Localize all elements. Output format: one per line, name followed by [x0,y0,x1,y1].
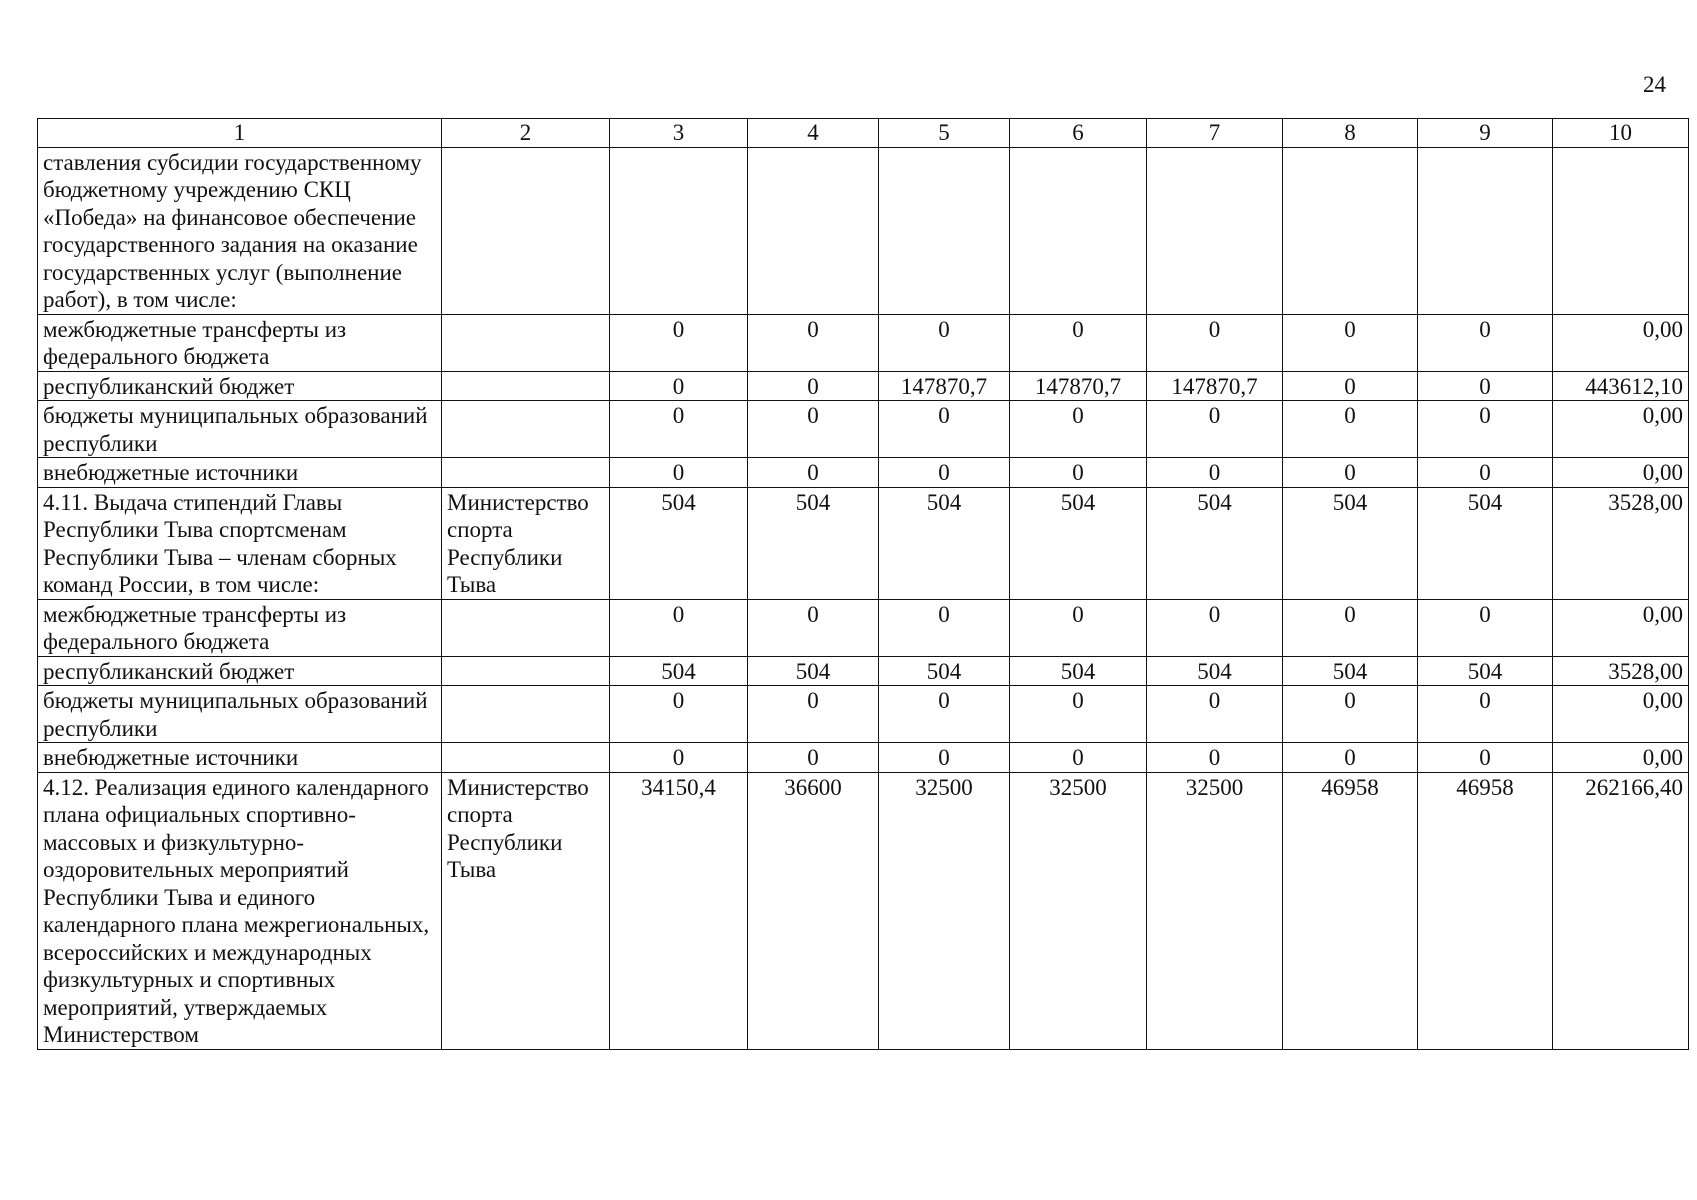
row-value: 504 [1010,656,1147,686]
row-value: 0 [879,401,1010,458]
row-executor [442,458,610,488]
row-value: 0 [1010,743,1147,773]
row-value: 0 [1147,599,1283,656]
row-value: 504 [879,656,1010,686]
row-value: 0 [610,314,748,371]
column-header: 3 [610,119,748,148]
row-label: бюджеты муниципальных образований республики [38,686,442,743]
table-row [38,147,1689,314]
column-header: 7 [1147,119,1283,148]
row-value: 0 [1283,458,1418,488]
table-row [38,743,1689,773]
row-label: внебюджетные источники [38,743,442,773]
row-value: 504 [1418,656,1553,686]
row-value: 0 [748,458,879,488]
row-value: 0 [1283,314,1418,371]
row-value: 0 [610,371,748,401]
row-value: 504 [1283,656,1418,686]
row-label: 4.12. Реализация единого календарного плана официальных спортивно-массовых и физкультурно-оздоровительных мероприятий Республики Тыва и единого календарного плана межрегиональных, всероссийских и международных физкультурных и спортивных мероприятий, утверждаемых Министерством [38,772,442,1049]
row-value: 0 [748,314,879,371]
row-value: 32500 [879,772,1010,1049]
row-executor [442,743,610,773]
row-value: 0 [1418,599,1553,656]
row-value: 0 [1418,401,1553,458]
row-value: 0 [1010,314,1147,371]
row-executor: Министерство спорта Республики Тыва [442,487,610,599]
row-value: 34150,4 [610,772,748,1049]
row-value: 504 [748,487,879,599]
row-value: 0 [610,686,748,743]
row-executor [442,656,610,686]
row-value: 0 [879,743,1010,773]
row-value [1418,147,1553,314]
row-value: 0 [1010,686,1147,743]
row-value: 504 [610,487,748,599]
column-header: 6 [1010,119,1147,148]
row-value: 0 [748,599,879,656]
row-value [748,147,879,314]
row-value: 0 [748,371,879,401]
row-value: 0 [1147,458,1283,488]
row-value: 0 [1418,314,1553,371]
row-value: 0 [1010,401,1147,458]
row-label: межбюджетные трансферты из федерального бюджета [38,599,442,656]
column-header: 8 [1283,119,1418,148]
row-value: 0 [748,686,879,743]
row-value: 32500 [1147,772,1283,1049]
table-row [38,772,1689,1049]
row-label: 4.11. Выдача стипендий Главы Республики Тыва спортсменам Республики Тыва – членам сборных команд России, в том числе: [38,487,442,599]
row-value: 0 [1283,686,1418,743]
row-value: 0 [1010,599,1147,656]
column-header: 10 [1553,119,1689,148]
row-total: 0,00 [1553,686,1689,743]
row-executor [442,371,610,401]
table-row [38,656,1689,686]
row-value: 0 [610,458,748,488]
row-executor: Министерство спорта Республики Тыва [442,772,610,1049]
row-value [879,147,1010,314]
header-row [38,119,1689,148]
table-row [38,487,1689,599]
column-header: 1 [38,119,442,148]
row-label: внебюджетные источники [38,458,442,488]
row-value: 0 [879,458,1010,488]
row-value [1283,147,1418,314]
row-value: 504 [1010,487,1147,599]
column-header: 5 [879,119,1010,148]
row-total: 443612,10 [1553,371,1689,401]
row-value: 0 [879,314,1010,371]
row-value: 504 [1147,656,1283,686]
row-label: республиканский бюджет [38,371,442,401]
row-total: 0,00 [1553,458,1689,488]
row-value [1147,147,1283,314]
row-value: 147870,7 [1010,371,1147,401]
row-total: 3528,00 [1553,656,1689,686]
row-value: 0 [1147,686,1283,743]
row-value: 0 [748,401,879,458]
row-value: 0 [1418,458,1553,488]
table-row [38,401,1689,458]
row-value: 0 [610,401,748,458]
row-value: 0 [1147,743,1283,773]
row-label: республиканский бюджет [38,656,442,686]
row-value: 46958 [1418,772,1553,1049]
table-row [38,371,1689,401]
page-number: 24 [1643,72,1666,97]
row-value: 504 [610,656,748,686]
row-value: 0 [1283,371,1418,401]
row-value: 0 [1418,743,1553,773]
row-value: 147870,7 [1147,371,1283,401]
row-total [1553,147,1689,314]
table-row [38,599,1689,656]
row-label: бюджеты муниципальных образований республики [38,401,442,458]
table-row [38,314,1689,371]
row-value: 504 [1418,487,1553,599]
budget-table [37,118,1689,1050]
row-value: 504 [1283,487,1418,599]
row-label: ставления субсидии государственному бюджетному учреждению СКЦ «Победа» на финансовое обеспечение государственного задания на оказание государственных услуг (выполнение работ), в том числе: [38,147,442,314]
row-total: 262166,40 [1553,772,1689,1049]
column-header: 4 [748,119,879,148]
table-row [38,458,1689,488]
row-value: 0 [1283,599,1418,656]
row-executor [442,147,610,314]
row-value: 46958 [1283,772,1418,1049]
row-total: 3528,00 [1553,487,1689,599]
row-value: 0 [1418,371,1553,401]
row-value [1010,147,1147,314]
row-total: 0,00 [1553,599,1689,656]
row-value: 0 [1283,401,1418,458]
row-value: 147870,7 [879,371,1010,401]
row-value: 0 [1418,686,1553,743]
row-value: 0 [610,743,748,773]
row-value: 0 [610,599,748,656]
row-value: 504 [748,656,879,686]
row-value: 32500 [1010,772,1147,1049]
column-header: 9 [1418,119,1553,148]
row-executor [442,599,610,656]
row-total: 0,00 [1553,314,1689,371]
row-value: 0 [748,743,879,773]
table-row [38,686,1689,743]
row-value: 36600 [748,772,879,1049]
row-total: 0,00 [1553,401,1689,458]
row-executor [442,401,610,458]
row-value: 0 [879,599,1010,656]
row-executor [442,686,610,743]
row-value: 0 [1147,314,1283,371]
row-value [610,147,748,314]
row-value: 0 [1147,401,1283,458]
row-value: 0 [1010,458,1147,488]
row-label: межбюджетные трансферты из федерального бюджета [38,314,442,371]
row-value: 504 [1147,487,1283,599]
column-header: 2 [442,119,610,148]
row-value: 0 [1283,743,1418,773]
row-value: 0 [879,686,1010,743]
row-executor [442,314,610,371]
row-value: 504 [879,487,1010,599]
row-total: 0,00 [1553,743,1689,773]
